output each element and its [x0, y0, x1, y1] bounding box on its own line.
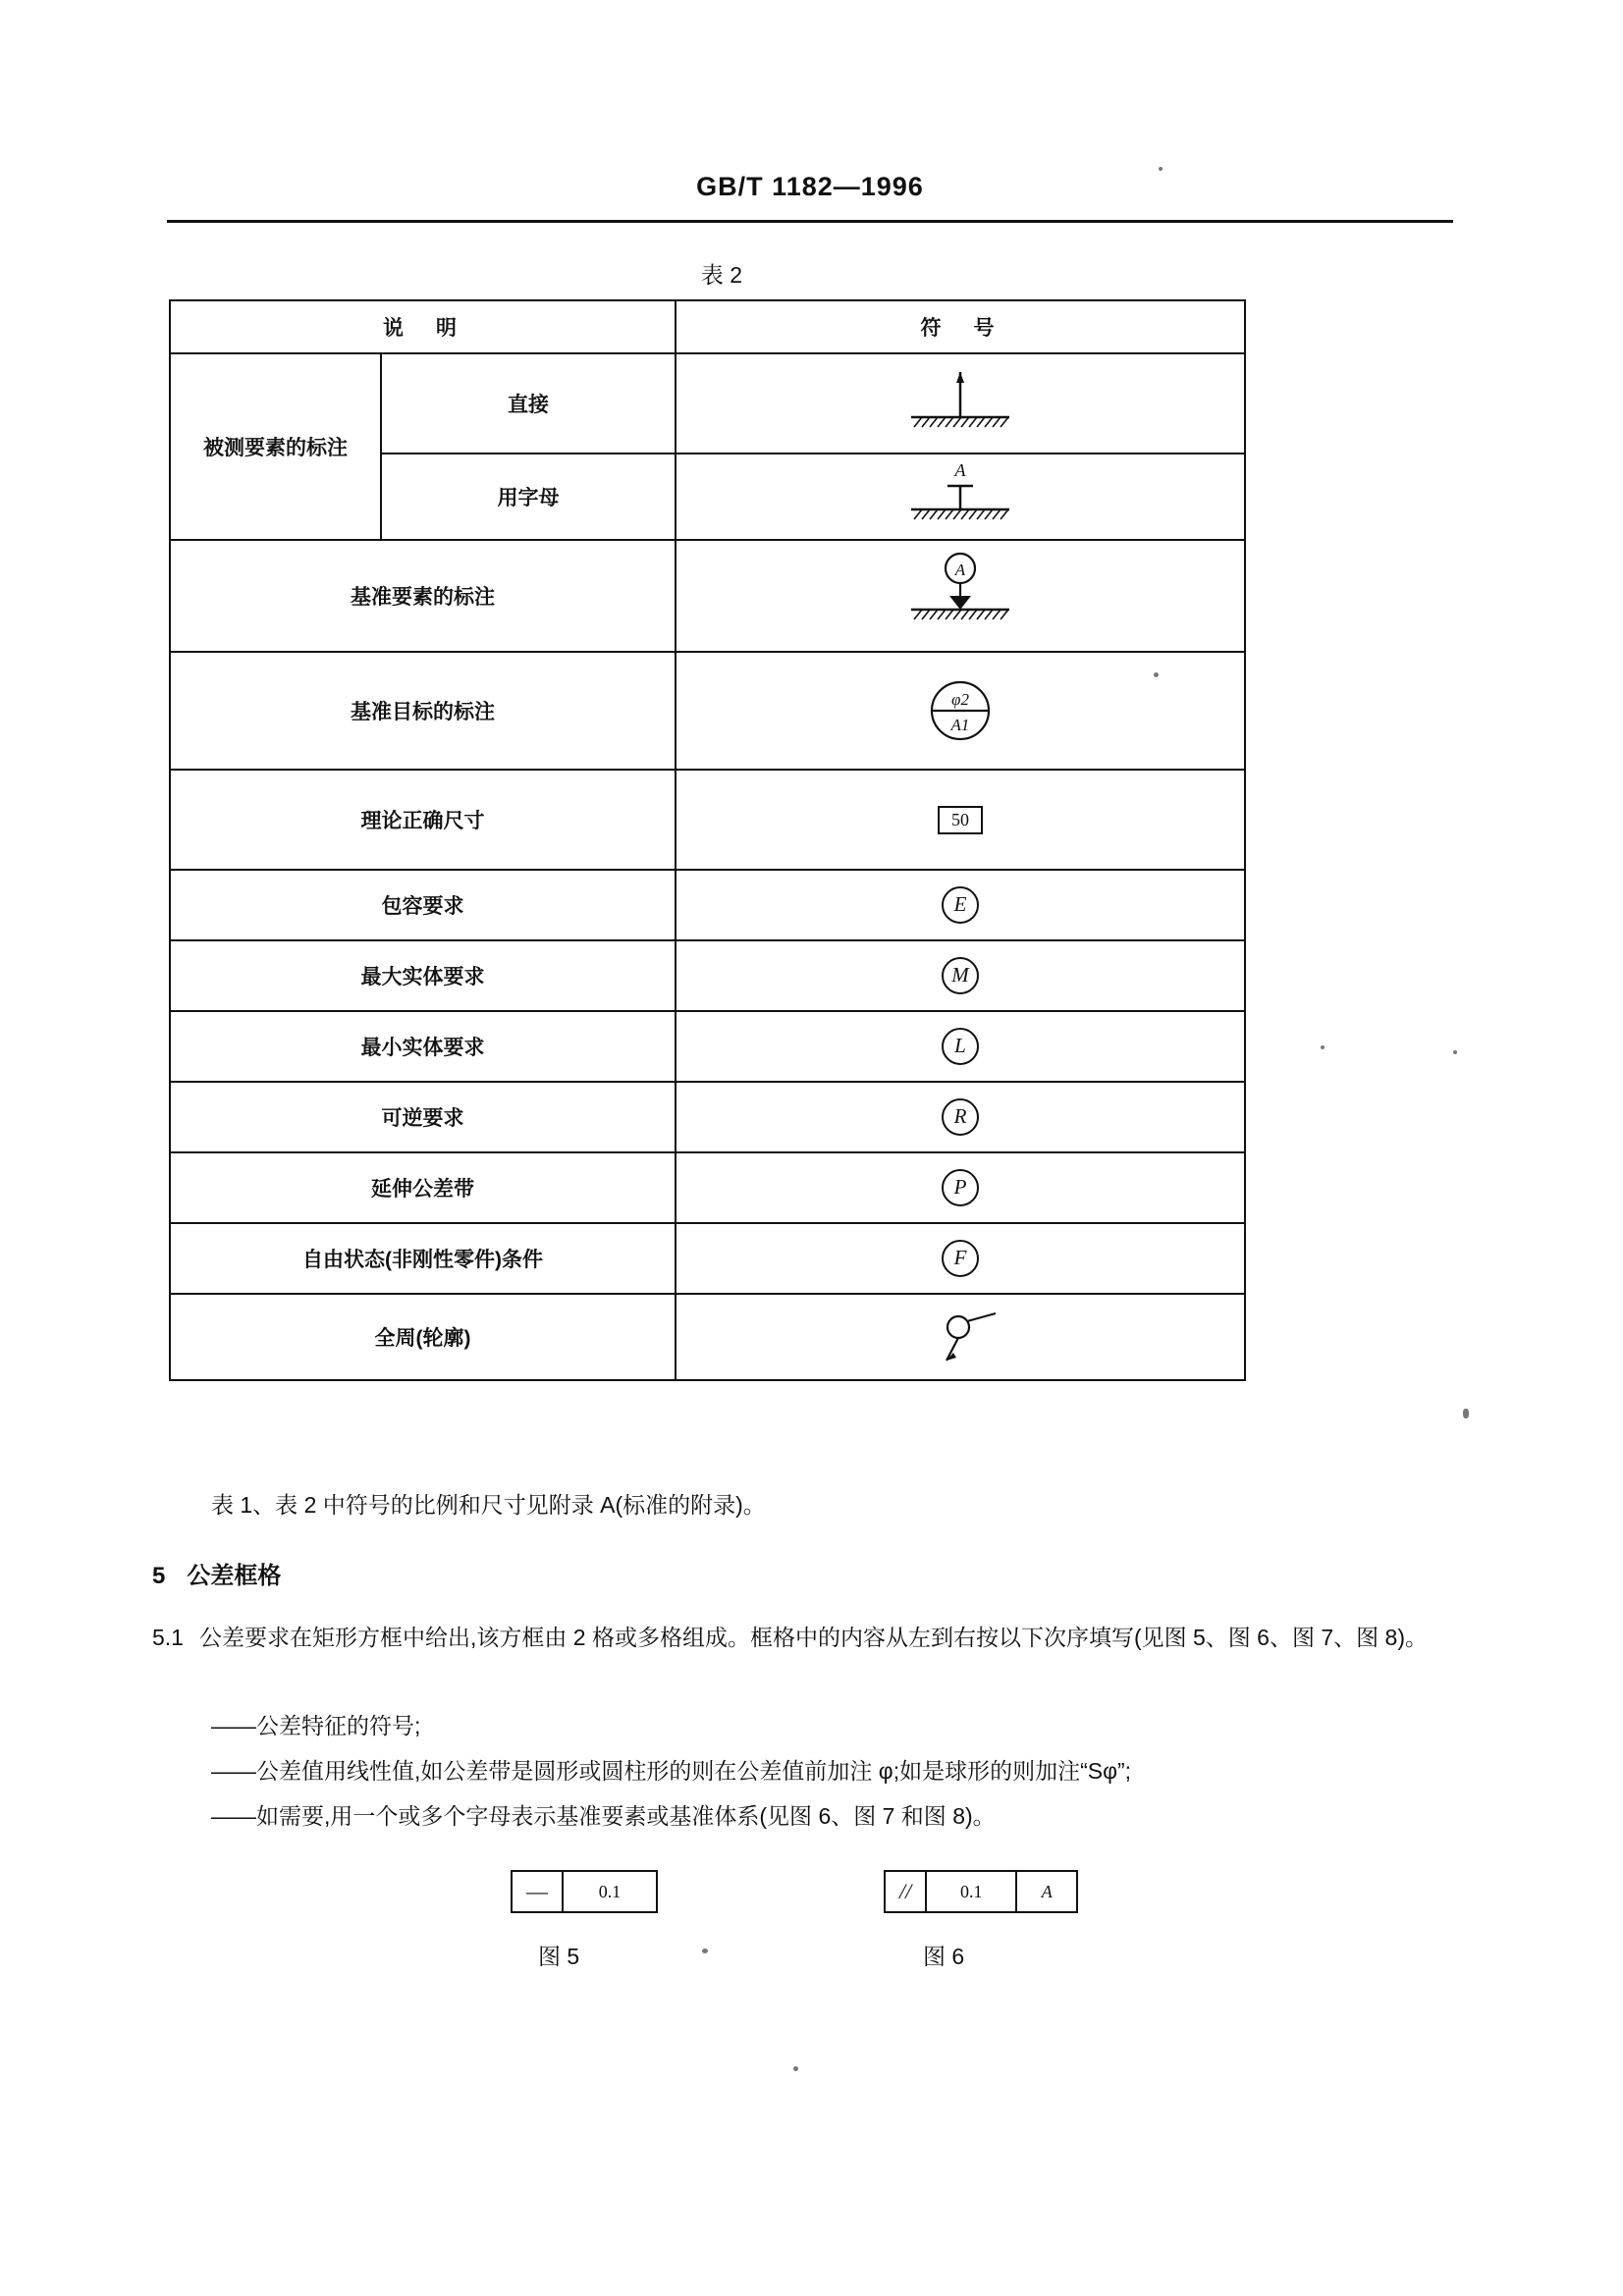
- symbol-circled-l: [676, 1011, 1245, 1082]
- symbol-circled-m: [676, 940, 1245, 1011]
- table-row: [170, 652, 1245, 770]
- figure-6-caption: 图 6: [923, 1944, 965, 1969]
- figure-5-feature-control-frame: [511, 1870, 658, 1913]
- leader-arrow-direct-icon: [877, 356, 1044, 451]
- section-heading: [152, 1556, 281, 1590]
- row-label-free-state-condition: 自由状态(非刚性零件)条件: [170, 1223, 676, 1294]
- scan-artifact: [1154, 672, 1159, 677]
- datum-target-size: φ2: [951, 690, 969, 709]
- clause-5-1: [152, 1615, 1468, 1660]
- circled-letter-glyph: E: [942, 886, 979, 924]
- list-item: ——公差值用线性值,如公差带是圆形或圆柱形的则在公差值前加注 φ;如是球形的则加注“Sφ”;: [211, 1758, 1132, 1784]
- clause-number: 5.1: [152, 1625, 184, 1650]
- clause-text: 公差要求在矩形方框中给出,该方框由 2 格或多格组成。框格中的内容从左到右按以下次序填写(见图 5、图 6、图 7、图 8)。: [198, 1625, 1428, 1650]
- circled-letter-glyph: P: [942, 1169, 979, 1206]
- tolerance-value: 0.1: [927, 1872, 1017, 1911]
- row-label-reciprocity-requirement: 可逆要求: [170, 1082, 676, 1152]
- datum-target-circle-icon: [901, 666, 1019, 756]
- clause-item-list: [211, 1703, 1478, 1839]
- leader-with-letter-icon: [877, 454, 1044, 539]
- standard-number: GB/T 1182—1996: [696, 172, 924, 201]
- symbol-leader-arrow-direct: [676, 353, 1245, 454]
- row-label-mmr: 最大实体要求: [170, 940, 676, 1011]
- table-row: [170, 870, 1245, 940]
- scan-artifact: [702, 1949, 708, 1953]
- scan-artifact: [793, 2066, 798, 2071]
- scan-artifact: [1321, 1045, 1325, 1049]
- row-label-toleranced-feature: 被测要素的标注: [170, 353, 381, 540]
- row-label-projected-tolerance-zone: 延伸公差带: [170, 1152, 676, 1223]
- circled-letter-glyph: R: [942, 1098, 979, 1136]
- boxed-dimension-value: 50: [938, 806, 983, 834]
- table-row: [170, 1011, 1245, 1082]
- tolerance-value: 0.1: [598, 1881, 622, 1901]
- all-around-circle-leader-icon: [901, 1302, 1019, 1372]
- table-row: [170, 1223, 1245, 1294]
- header-rule: [167, 220, 1453, 223]
- symbol-all-around: [676, 1294, 1245, 1380]
- row-sublabel-direct: 直接: [381, 353, 676, 454]
- symbol-circled-f: [676, 1223, 1245, 1294]
- row-label-lmr: 最小实体要求: [170, 1011, 676, 1082]
- table-row: [170, 940, 1245, 1011]
- table-row: [170, 1294, 1245, 1380]
- row-label-theoretically-exact-dimension: 理论正确尺寸: [170, 770, 676, 870]
- symbol-datum-target-circle: [676, 652, 1245, 770]
- symbol-circled-r: [676, 1082, 1245, 1152]
- symbol-boxed-dimension: [676, 770, 1245, 870]
- circled-letter-glyph: F: [942, 1240, 979, 1277]
- symbol-table: [169, 299, 1246, 1381]
- symbol-circled-p: [676, 1152, 1245, 1223]
- table-row: [170, 1152, 1245, 1223]
- circled-letter-glyph: L: [942, 1028, 979, 1065]
- table-row: [170, 540, 1245, 652]
- section-number: 5: [152, 1563, 166, 1589]
- figure-5-caption: 图 5: [538, 1944, 580, 1969]
- table-header-row: [170, 300, 1245, 353]
- letter-label: A: [954, 460, 966, 480]
- scan-artifact: [1463, 1409, 1469, 1418]
- symbol-leader-with-letter: [676, 454, 1245, 540]
- table-caption: 表 2: [700, 262, 743, 288]
- circled-letter-glyph: M: [942, 957, 979, 994]
- list-item: ——如需要,用一个或多个字母表示基准要素或基准体系(见图 6、图 7 和图 8)。: [211, 1803, 996, 1829]
- column-header-symbol: 符 号: [676, 300, 1245, 353]
- symbol-circled-e: [676, 870, 1245, 940]
- datum-triangle-letter-icon: [877, 547, 1044, 645]
- straightness-symbol: —: [513, 1872, 564, 1911]
- column-header-description: 说 明: [170, 300, 676, 353]
- section-title: 公差框格: [187, 1563, 282, 1589]
- datum-letter: A: [954, 561, 966, 579]
- figure-6-feature-control-frame: [884, 1870, 1078, 1913]
- row-label-all-around: 全周(轮廓): [170, 1294, 676, 1380]
- datum-target-id: A1: [950, 716, 970, 734]
- list-item: ——公差特征的符号;: [211, 1713, 421, 1738]
- scan-artifact: [1159, 167, 1163, 171]
- row-sublabel-by-letter: 用字母: [381, 454, 676, 540]
- parallelism-symbol: //: [886, 1872, 927, 1911]
- row-label-datum-target: 基准目标的标注: [170, 652, 676, 770]
- datum-reference: A: [1041, 1881, 1053, 1901]
- table-note: 表 1、表 2 中符号的比例和尺寸见附录 A(标准的附录)。: [211, 1492, 766, 1518]
- row-label-envelope-requirement: 包容要求: [170, 870, 676, 940]
- table-row: [170, 770, 1245, 870]
- row-label-datum-feature: 基准要素的标注: [170, 540, 676, 652]
- scan-artifact: [1453, 1050, 1457, 1054]
- symbol-datum-triangle-letter: [676, 540, 1245, 652]
- table-row: [170, 1082, 1245, 1152]
- table-row: [170, 353, 1245, 454]
- document-header: [167, 172, 1453, 202]
